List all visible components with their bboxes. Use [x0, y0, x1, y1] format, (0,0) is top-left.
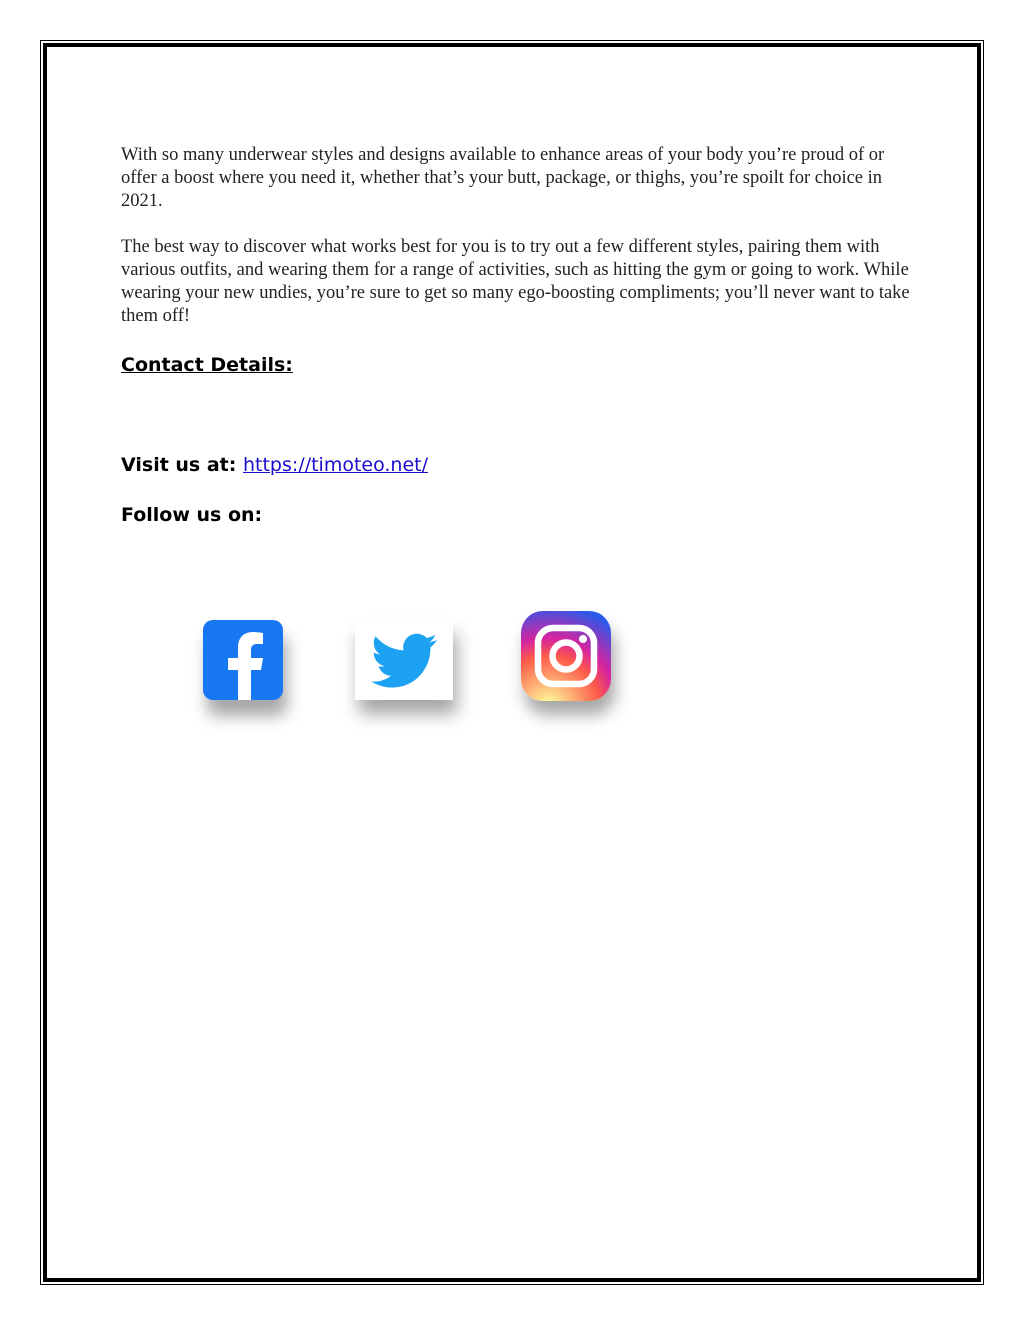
instagram-icon[interactable]	[521, 611, 611, 701]
facebook-icon[interactable]	[203, 620, 283, 700]
website-link[interactable]: https://timoteo.net/	[242, 454, 429, 476]
contact-details-heading: Contact Details:	[121, 354, 293, 376]
twitter-icon[interactable]	[355, 620, 453, 700]
paragraph-intro: With so many underwear styles and designs available to enhance areas of your body you’re proud of or offer a boost where you need it, whether that’s your butt, package, or thighs, you’re spoilt for choice in 2021.	[121, 145, 885, 211]
follow-us-heading: Follow us on:	[121, 504, 263, 526]
visit-label: Visit us at:	[121, 454, 237, 476]
visit-line	[121, 454, 428, 476]
paragraph-advice: The best way to discover what works best for you is to try out a few different styles, pairing them with various outfits, and wearing them for a range of activities, such as hitting the gym or going to work. While wearing your new undies, you’re sure to get so many ego-boosting compliments; you’ll never want to take them off!	[121, 237, 910, 326]
body-text	[121, 144, 911, 328]
